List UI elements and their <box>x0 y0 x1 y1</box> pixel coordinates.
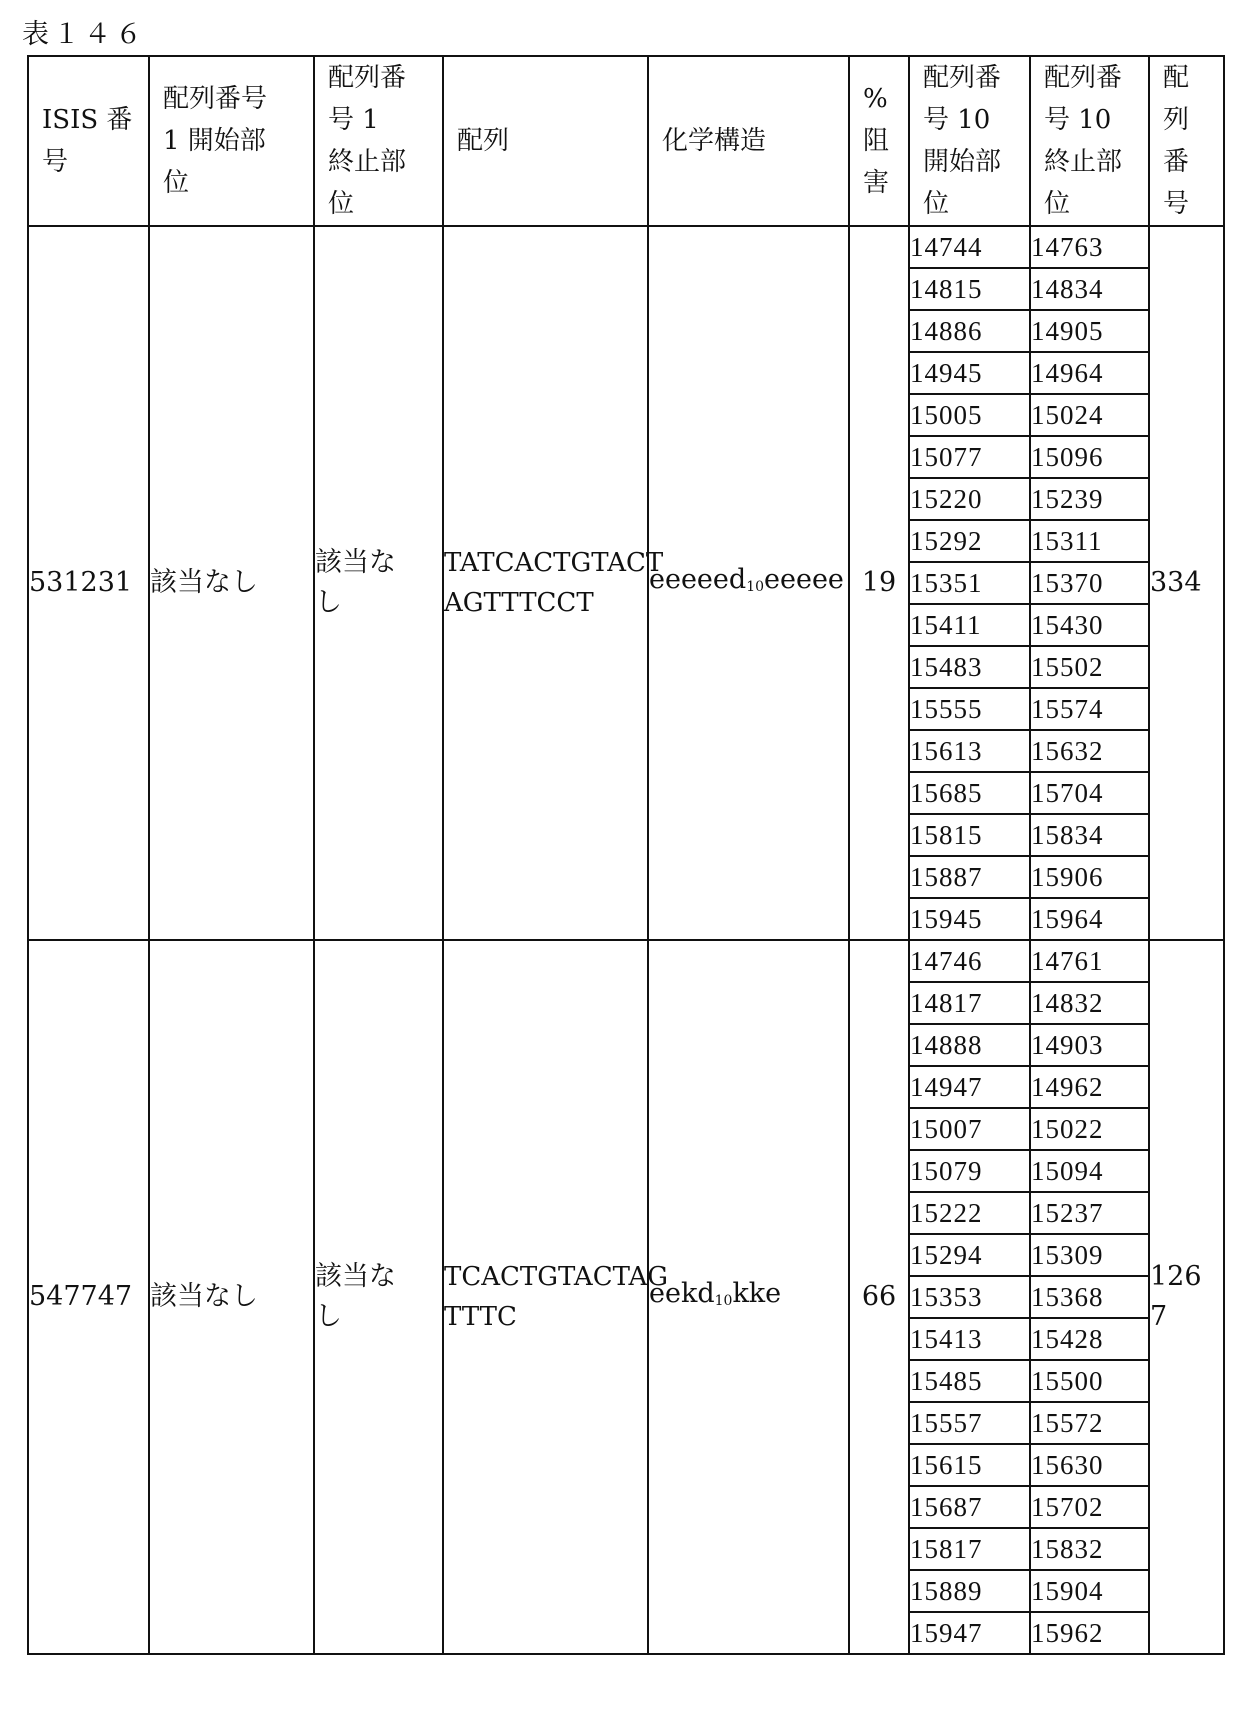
seq10-stop-cell: 14962 <box>1030 1066 1149 1108</box>
seq10-stop-cell: 15024 <box>1030 394 1149 436</box>
cell-line: 号 10 <box>923 105 991 135</box>
header-row <box>28 56 1224 226</box>
seq10-stop-cell: 15572 <box>1030 1402 1149 1444</box>
seq10-start-cell: 14945 <box>909 352 1030 394</box>
seq10-start-cell: 14947 <box>909 1066 1030 1108</box>
seq10-start-cell: 15007 <box>909 1108 1030 1150</box>
seq10-stop-cell: 14832 <box>1030 982 1149 1024</box>
cell-line: 位 <box>923 189 950 219</box>
cell-line: 開始部 <box>923 147 1002 177</box>
header-seq10-stop <box>1030 56 1149 226</box>
table-caption: 表１４６ <box>22 19 146 50</box>
seq1-start-cell: 該当なし <box>149 940 314 1654</box>
seq10-start-cell: 15613 <box>909 730 1030 772</box>
seq10-stop-cell: 15094 <box>1030 1150 1149 1192</box>
seq10-stop-cell: 15832 <box>1030 1528 1149 1570</box>
seq10-stop-cell: 14964 <box>1030 352 1149 394</box>
table-row <box>28 226 1224 268</box>
seq10-stop-cell: 14905 <box>1030 310 1149 352</box>
cell-line: 号 10 <box>1044 105 1112 135</box>
seq-id-cell <box>1149 226 1224 940</box>
cell-line: 該当な <box>315 1261 396 1292</box>
cell-line: 1 開始部 <box>163 126 266 156</box>
cell-line: 配列 <box>457 126 510 156</box>
seq10-start-cell: 15889 <box>909 1570 1030 1612</box>
cell-line: 配列番 <box>328 63 407 93</box>
seq10-start-cell: 14815 <box>909 268 1030 310</box>
seq10-stop-cell: 15502 <box>1030 646 1149 688</box>
header-inhibition <box>849 56 909 226</box>
table-row <box>28 940 1224 982</box>
seq10-start-cell: 15222 <box>909 1192 1030 1234</box>
chemistry-cell <box>648 226 849 940</box>
cell-line: 列 <box>1163 105 1190 135</box>
seq-id-cell <box>1149 940 1224 1654</box>
cell-line: 位 <box>328 189 355 219</box>
seq10-start-cell: 15292 <box>909 520 1030 562</box>
seq10-start-cell: 15815 <box>909 814 1030 856</box>
seq10-stop-cell: 15632 <box>1030 730 1149 772</box>
cell-line: AGTTTCCT <box>444 588 594 618</box>
seq10-start-cell: 15615 <box>909 1444 1030 1486</box>
cell-line: 阻 <box>863 126 890 156</box>
seq10-stop-cell: 15430 <box>1030 604 1149 646</box>
seq10-start-cell: 14744 <box>909 226 1030 268</box>
seq10-start-cell: 15351 <box>909 562 1030 604</box>
seq10-stop-cell: 15237 <box>1030 1192 1149 1234</box>
chemistry-prefix: eekd <box>649 1277 715 1309</box>
cell-line: 126 <box>1150 1261 1202 1292</box>
isis-no-cell: 531231 <box>28 226 149 940</box>
sequence-cell <box>443 226 664 940</box>
seq10-stop-cell: 15906 <box>1030 856 1149 898</box>
cell-line: 号 1 <box>328 105 379 135</box>
cell-line: TCACTGTACTAG <box>444 1262 669 1292</box>
seq10-stop-cell: 15311 <box>1030 520 1149 562</box>
cell-line: 終止部 <box>328 147 407 177</box>
seq10-start-cell: 15294 <box>909 1234 1030 1276</box>
seq10-stop-cell: 15904 <box>1030 1570 1149 1612</box>
cell-line: % <box>863 84 888 114</box>
cell-line: ISIS 番 <box>42 105 133 135</box>
data-table <box>27 55 1225 1655</box>
isis-no-cell: 547747 <box>28 940 149 1654</box>
cell-line: 配列番 <box>1044 63 1123 93</box>
seq1-start-cell: 該当なし <box>149 226 314 940</box>
cell-line: 番 <box>1163 147 1190 177</box>
header-seq-id <box>1149 56 1224 226</box>
chemistry-subscript: 10 <box>714 1292 733 1309</box>
seq10-stop-cell: 15630 <box>1030 1444 1149 1486</box>
cell-line: 害 <box>863 168 890 198</box>
cell-line: 334 <box>1150 567 1202 598</box>
seq10-stop-cell: 15022 <box>1030 1108 1149 1150</box>
cell-line: 7 <box>1150 1301 1168 1332</box>
seq10-stop-cell: 15239 <box>1030 478 1149 520</box>
cell-line: 該当な <box>315 547 396 578</box>
seq10-stop-cell: 15368 <box>1030 1276 1149 1318</box>
seq10-stop-cell: 15096 <box>1030 436 1149 478</box>
seq10-start-cell: 15687 <box>909 1486 1030 1528</box>
seq10-stop-cell: 15428 <box>1030 1318 1149 1360</box>
header-sequence <box>443 56 648 226</box>
seq10-stop-cell: 15702 <box>1030 1486 1149 1528</box>
cell-line: 配列番 <box>923 63 1002 93</box>
cell-line: し <box>315 587 342 618</box>
seq10-stop-cell: 15574 <box>1030 688 1149 730</box>
seq10-start-cell: 15945 <box>909 898 1030 940</box>
cell-line: 配 <box>1163 63 1190 93</box>
seq10-start-cell: 15220 <box>909 478 1030 520</box>
seq10-start-cell: 15411 <box>909 604 1030 646</box>
cell-line: 化学構造 <box>662 126 767 156</box>
seq10-stop-cell: 14834 <box>1030 268 1149 310</box>
seq10-stop-cell: 15500 <box>1030 1360 1149 1402</box>
chemistry-subscript: 10 <box>746 578 765 595</box>
seq10-start-cell: 15887 <box>909 856 1030 898</box>
cell-line: 終止部 <box>1044 147 1123 177</box>
seq10-start-cell: 15485 <box>909 1360 1030 1402</box>
seq10-start-cell: 15005 <box>909 394 1030 436</box>
seq10-start-cell: 14746 <box>909 940 1030 982</box>
seq10-stop-cell: 15834 <box>1030 814 1149 856</box>
seq10-stop-cell: 15309 <box>1030 1234 1149 1276</box>
chemistry-suffix: kke <box>732 1277 782 1309</box>
seq10-start-cell: 14888 <box>909 1024 1030 1066</box>
seq10-start-cell: 14817 <box>909 982 1030 1024</box>
sequence-cell <box>443 940 669 1654</box>
seq10-stop-cell: 14761 <box>1030 940 1149 982</box>
chemistry-prefix: eeeeed <box>649 563 747 595</box>
header-seq1-stop <box>314 56 443 226</box>
seq10-start-cell: 15483 <box>909 646 1030 688</box>
seq10-start-cell: 15557 <box>909 1402 1030 1444</box>
inhibition-cell: 66 <box>849 940 909 1654</box>
header-chemistry <box>648 56 849 226</box>
seq10-start-cell: 15077 <box>909 436 1030 478</box>
cell-line: 号 <box>42 147 69 177</box>
seq10-stop-cell: 14903 <box>1030 1024 1149 1066</box>
seq10-start-cell: 15685 <box>909 772 1030 814</box>
chemistry-cell <box>648 940 849 1654</box>
seq10-stop-cell: 15964 <box>1030 898 1149 940</box>
seq10-start-cell: 15947 <box>909 1612 1030 1654</box>
seq10-start-cell: 15817 <box>909 1528 1030 1570</box>
seq10-start-cell: 15079 <box>909 1150 1030 1192</box>
seq10-start-cell: 14886 <box>909 310 1030 352</box>
cell-line: 位 <box>163 168 190 198</box>
chemistry-suffix: eeeee <box>764 563 844 595</box>
seq1-stop-cell <box>314 226 443 940</box>
header-seq1-start <box>149 56 314 226</box>
seq10-stop-cell: 15704 <box>1030 772 1149 814</box>
cell-line: し <box>315 1301 342 1332</box>
seq10-start-cell: 15413 <box>909 1318 1030 1360</box>
seq1-stop-cell <box>314 940 443 1654</box>
cell-line: 号 <box>1163 189 1190 219</box>
seq10-stop-cell: 15370 <box>1030 562 1149 604</box>
cell-line: TATCACTGTACT <box>444 548 664 578</box>
header-seq10-start <box>909 56 1030 226</box>
inhibition-cell: 19 <box>849 226 909 940</box>
cell-line: 位 <box>1044 189 1071 219</box>
seq10-start-cell: 15555 <box>909 688 1030 730</box>
header-isis-no <box>28 56 149 226</box>
seq10-start-cell: 15353 <box>909 1276 1030 1318</box>
cell-line: TTTC <box>444 1302 517 1332</box>
seq10-stop-cell: 14763 <box>1030 226 1149 268</box>
seq10-stop-cell: 15962 <box>1030 1612 1149 1654</box>
cell-line: 配列番号 <box>163 84 268 114</box>
